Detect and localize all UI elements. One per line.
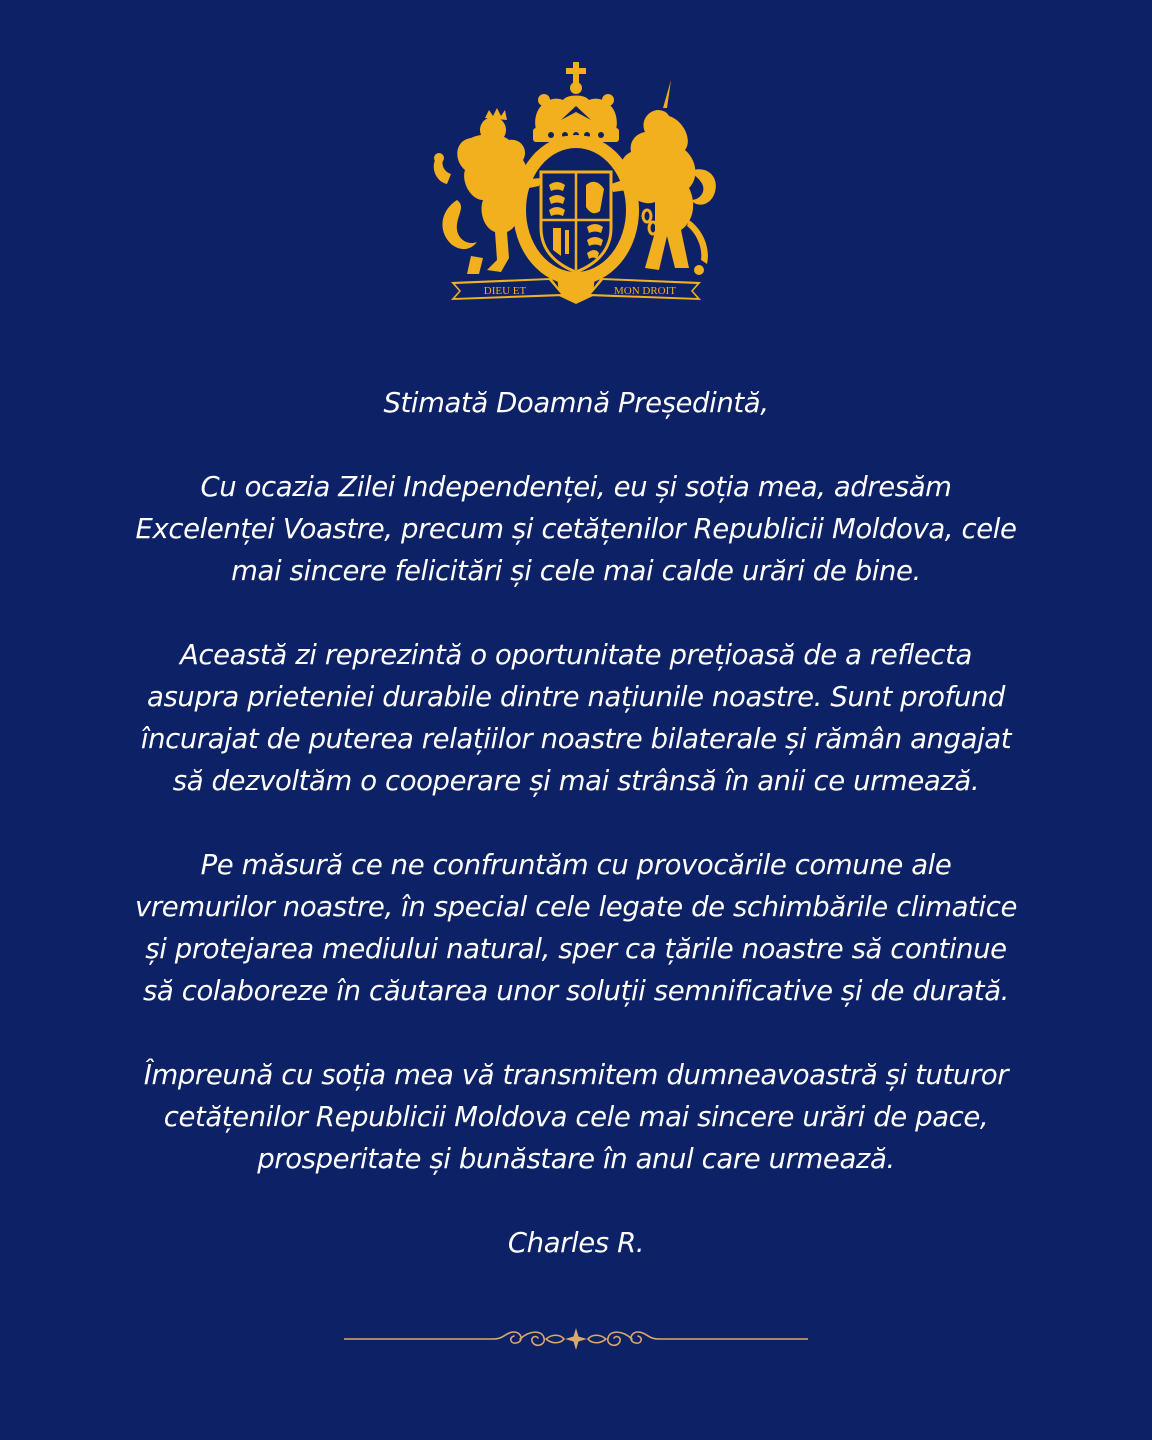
paragraph-4-line: Împreună cu soția mea vă transmitem dumneavoastră și tuturor: [143, 1059, 1009, 1091]
motto-left-text: DIEU ET: [483, 285, 527, 297]
paragraph-2-line: Această zi reprezintă o oportunitate prețioasă de a reflecta: [180, 639, 972, 671]
star-ornament-icon: [565, 1328, 587, 1350]
paragraph-4-line: cetățenilor Republicii Moldova cele mai sincere urări de pace,: [163, 1101, 989, 1133]
paragraph-2-line: încurajat de puterea relațiilor noastre bilaterale și rămân angajat: [140, 723, 1012, 755]
paragraph-2-line: asupra prieteniei durabile dintre națiunile noastre. Sunt profund: [147, 681, 1005, 713]
paragraph-3-line: Pe măsură ce ne confruntăm cu provocările comune ale: [200, 849, 952, 881]
ornamental-divider: [344, 1322, 808, 1356]
paragraph-3-line: vremurilor noastre, în special cele legate de schimbările climatice: [135, 891, 1017, 923]
signature-text: Charles R.: [507, 1227, 645, 1259]
crown-icon: [533, 62, 619, 142]
motto-right-text: MON DROIT: [613, 285, 677, 297]
letter-body: [56, 382, 1096, 1306]
paragraph-4-line: prosperitate și bunăstare în anul care urmează.: [257, 1143, 895, 1175]
salutation: [56, 382, 1096, 424]
paragraph-2-line: să dezvoltăm o cooperare și mai strânsă în anii ce urmează.: [172, 765, 980, 797]
paragraph-2: [56, 634, 1096, 802]
paragraph-1: [56, 466, 1096, 592]
paragraph-1-line: Excelenței Voastre, precum și cetățenilor Republicii Moldova, cele: [135, 513, 1017, 545]
signature: [56, 1222, 1096, 1264]
paragraph-1-line: Cu ocazia Zilei Independenței, eu și soția mea, adresăm: [200, 471, 952, 503]
paragraph-3-line: să colaboreze în căutarea unor soluții semnificative și de durată.: [143, 975, 1009, 1007]
royal-coat-of-arms-logo: [431, 60, 721, 310]
paragraph-3-line: și protejarea mediului natural, sper ca țările noastre să continue: [145, 933, 1007, 965]
paragraph-4: [56, 1054, 1096, 1180]
salutation-text: Stimată Doamnă Președintă,: [383, 387, 769, 419]
paragraph-1-line: mai sincere felicitări și cele mai calde urări de bine.: [231, 555, 921, 587]
paragraph-3: [56, 844, 1096, 1012]
